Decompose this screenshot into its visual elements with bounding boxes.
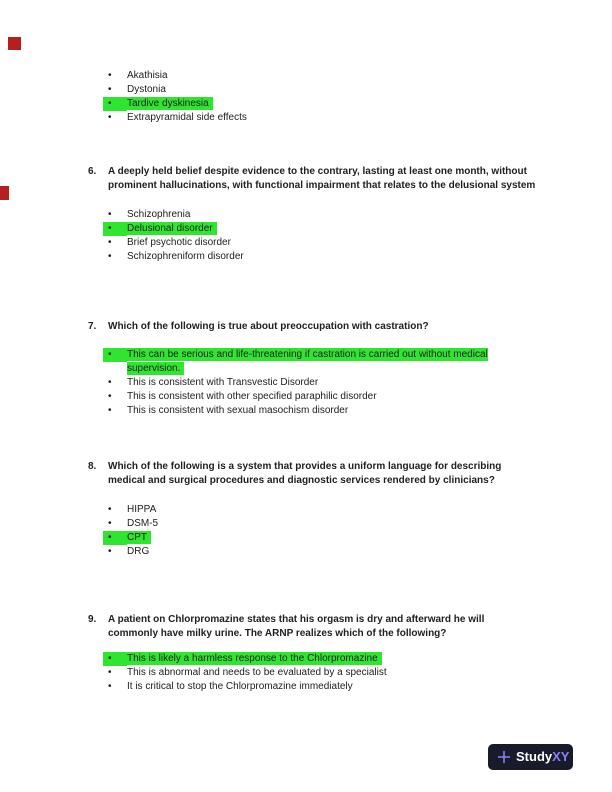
bullet-icon: • [108,70,112,81]
question-text: Which of the following is true about preoccupation with castration? [108,321,429,332]
answer-option-label: This can be serious and life-threatening if castration is carried out without medical supervision. [127,349,488,374]
answer-option-label: Dystonia [127,84,166,95]
question-number: 9. [88,614,97,625]
question-text: Which of the following is a system that provides a uniform language for describing medical and surgical procedures and diagnostic services rendered by clinicians? [108,461,502,486]
answer-option [88,236,542,250]
answer-option [88,208,542,222]
bullet-icon: • [108,237,112,248]
answer-options-list [88,503,558,559]
answer-option-label: Delusional disorder [127,222,217,235]
answer-option [88,376,542,390]
bullet-icon: • [108,546,112,557]
answer-options-list [88,652,558,694]
question-header [88,613,558,641]
answer-option-highlighted [88,97,542,111]
bullet-icon: • [103,222,127,236]
answer-option [88,666,542,680]
answer-option-label: This is abnormal and needs to be evaluated by a specialist [127,667,387,678]
answer-option-label: CPT [127,531,151,544]
answer-option-label: This is consistent with Transvestic Disorder [127,377,319,388]
question-number: 7. [88,321,97,332]
bullet-icon: • [108,504,112,515]
red-annotation-mark [8,37,21,50]
answer-option [88,390,542,404]
question-text: A patient on Chlorpromazine states that his orgasm is dry and afterward he will commonly have milky urine. The ARNP realizes which of the following? [108,614,485,639]
answer-option-label: Brief psychotic disorder [127,237,231,248]
bullet-icon: • [108,377,112,388]
answer-option-label: It is critical to stop the Chlorpromazine immediately [127,681,353,692]
bullet-icon: • [108,518,112,529]
bullet-icon: • [103,97,127,111]
bullet-icon: • [108,251,112,262]
answer-option-highlighted [88,222,542,236]
bullet-icon: • [108,112,112,123]
answer-option [88,545,542,559]
bullet-icon: • [108,84,112,95]
bullet-icon: • [108,681,112,692]
bullet-icon: • [108,405,112,416]
answer-options-list [88,208,558,264]
answer-option-highlighted [88,652,542,666]
question-text: A deeply held belief despite evidence to the contrary, lasting at least one month, without prominent hallucinations, with functional impairment that relates to the delusional system [108,166,536,191]
question-block-9 [88,613,558,694]
answer-option-label: This is consistent with sexual masochism disorder [127,405,349,416]
question-number: 6. [88,166,97,177]
answer-option [88,69,542,83]
brand-name-accent: XY [552,749,570,764]
bullet-icon: • [108,209,112,220]
bullet-icon: • [103,348,127,362]
question-block-7 [88,320,558,418]
answer-option-highlighted [88,348,542,376]
red-annotation-mark [0,186,9,200]
question-header [88,460,558,488]
brand-name [516,744,569,770]
question-block-8 [88,460,558,559]
answer-option [88,517,542,531]
answer-option [88,503,542,517]
bullet-icon: • [108,391,112,402]
answer-option-highlighted [88,531,542,545]
bullet-icon: • [103,531,127,545]
brand-name-primary: Study [516,749,553,764]
answer-option-label: DRG [127,546,150,557]
answer-option-label: Extrapyramidal side effects [127,112,247,123]
answer-option-label: HIPPA [127,504,157,515]
answer-option-label: This is likely a harmless response to the Chlorpromazine [127,652,382,665]
answer-option [88,404,542,418]
answer-option-label: DSM-5 [127,518,159,529]
bullet-icon: • [103,652,127,666]
bullet-icon: • [108,667,112,678]
answer-option [88,250,542,264]
studyxy-logo-badge [488,744,573,770]
plus-icon [497,750,511,764]
answer-option-label: Akathisia [127,70,168,81]
answer-option-label: This is consistent with other specified paraphilic disorder [127,391,377,402]
answer-options-list [88,69,558,125]
answer-option-label: Schizophreniform disorder [127,251,244,262]
question-number: 8. [88,461,97,472]
answer-options-list [88,348,558,418]
answer-option [88,680,542,694]
answer-option-label: Schizophrenia [127,209,191,220]
answer-option [88,83,542,97]
answer-option-label: Tardive dyskinesia [127,97,213,110]
question-header [88,320,558,334]
question-block-6 [88,165,558,264]
question-header [88,165,558,193]
answer-option [88,111,542,125]
